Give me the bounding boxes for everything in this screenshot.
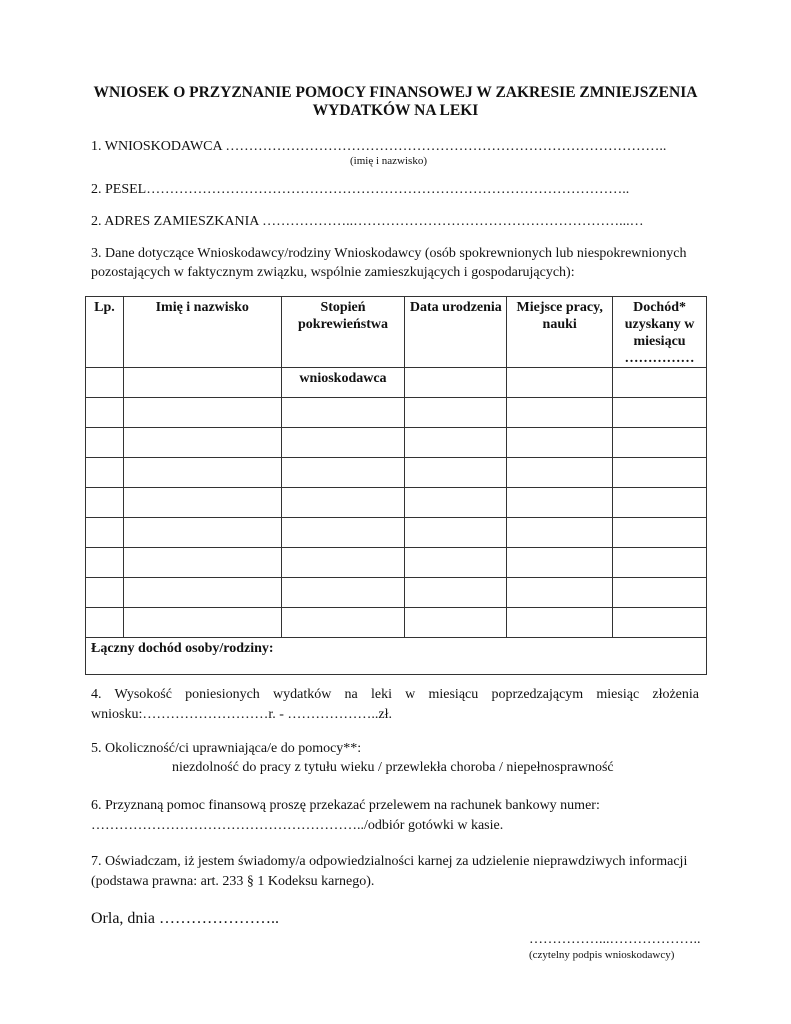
header-relation: Stopień pokrewieństwa (281, 297, 405, 368)
cell-name[interactable] (123, 428, 281, 458)
table-row (86, 548, 707, 578)
table-row (86, 398, 707, 428)
cell-relation[interactable] (281, 428, 405, 458)
cell-name[interactable] (123, 608, 281, 638)
table-row (86, 368, 707, 398)
cell-name[interactable] (123, 578, 281, 608)
cell-income[interactable] (613, 488, 707, 518)
cell-relation[interactable] (281, 578, 405, 608)
table-row (86, 578, 707, 608)
section-4-line-2[interactable]: wniosku:………………………r. - ………………..zł. (91, 707, 392, 722)
cell-lp[interactable] (86, 368, 124, 398)
cell-income[interactable] (613, 518, 707, 548)
total-income-label: Łączny dochód osoby/rodziny: (86, 638, 707, 675)
header-income: Dochód* uzyskany w miesiącu …………… (613, 297, 707, 368)
cell-lp[interactable] (86, 548, 124, 578)
section-3-line-1: 3. Dane dotyczące Wnioskodawcy/rodziny Wnioskodawcy (osób spokrewnionych lub niespokrewnionych (91, 246, 687, 261)
cell-lp[interactable] (86, 428, 124, 458)
cell-lp[interactable] (86, 518, 124, 548)
cell-workplace[interactable] (507, 458, 613, 488)
cell-lp[interactable] (86, 458, 124, 488)
cell-income[interactable] (613, 368, 707, 398)
cell-income[interactable] (613, 608, 707, 638)
section-6-line-2[interactable]: …………………………………………………../odbiór gotówki w kasie. (91, 818, 504, 833)
applicant-hint: (imię i nazwisko) (350, 155, 427, 167)
table-row (86, 518, 707, 548)
cell-relation[interactable] (281, 458, 405, 488)
cell-lp[interactable] (86, 488, 124, 518)
section-3-line-2: pozostających w faktycznym związku, wspólnie zamieszkujących i gospodarujących): (91, 265, 575, 280)
cell-workplace[interactable] (507, 578, 613, 608)
cell-workplace[interactable] (507, 518, 613, 548)
cell-workplace[interactable] (507, 398, 613, 428)
cell-birth-date[interactable] (405, 458, 507, 488)
header-name: Imię i nazwisko (123, 297, 281, 368)
header-birth-date: Data urodzenia (405, 297, 507, 368)
cell-workplace[interactable] (507, 428, 613, 458)
cell-lp[interactable] (86, 608, 124, 638)
cell-birth-date[interactable] (405, 518, 507, 548)
section-4-line-1: 4. Wysokość poniesionych wydatków na leki w miesiącu poprzedzającym miesiąc złożenia (91, 687, 699, 702)
cell-relation[interactable] (281, 548, 405, 578)
cell-workplace[interactable] (507, 548, 613, 578)
cell-name[interactable] (123, 488, 281, 518)
section-5-line-1: 5. Okoliczność/ci uprawniająca/e do pomocy**: (91, 741, 362, 756)
cell-name[interactable] (123, 458, 281, 488)
cell-birth-date[interactable] (405, 428, 507, 458)
cell-relation[interactable] (281, 518, 405, 548)
signature-line[interactable]: ……………...……………….. (529, 932, 701, 947)
cell-income[interactable] (613, 428, 707, 458)
table-total-row (86, 638, 707, 675)
address-field[interactable]: 2. ADRES ZAMIESZKANIA ………………..…………………………………………………...… (91, 214, 644, 229)
header-workplace: Miejsce pracy, nauki (507, 297, 613, 368)
section-6-line-1: 6. Przyznaną pomoc finansową proszę przekazać przelewem na rachunek bankowy numer: (91, 798, 600, 813)
cell-income[interactable] (613, 548, 707, 578)
cell-workplace[interactable] (507, 608, 613, 638)
cell-income[interactable] (613, 578, 707, 608)
cell-birth-date[interactable] (405, 608, 507, 638)
cell-birth-date[interactable] (405, 488, 507, 518)
header-lp: Lp. (86, 297, 124, 368)
place-date-field[interactable]: Orla, dnia ………………….. (91, 910, 279, 927)
cell-relation-applicant: wnioskodawca (281, 368, 405, 398)
cell-birth-date[interactable] (405, 398, 507, 428)
cell-name[interactable] (123, 368, 281, 398)
table-header-row (86, 297, 707, 368)
section-7-line-1: 7. Oświadczam, iż jestem świadomy/a odpowiedzialności karnej za udzielenie nieprawdziwych informacji (91, 854, 688, 869)
table-row (86, 488, 707, 518)
section-7-line-2: (podstawa prawna: art. 233 § 1 Kodeksu karnego). (91, 874, 375, 889)
cell-relation[interactable] (281, 488, 405, 518)
document-title-line-1: WNIOSEK O PRZYZNANIE POMOCY FINANSOWEJ W ZAKRESIE ZMNIEJSZENIA (93, 84, 698, 101)
table-row (86, 428, 707, 458)
applicant-field[interactable]: 1. WNIOSKODAWCA ………………………………………………………………………………….. (91, 139, 667, 154)
section-5-options[interactable]: niezdolność do pracy z tytułu wieku / przewlekła choroba / niepełnosprawność (172, 760, 614, 775)
table-row (86, 608, 707, 638)
cell-lp[interactable] (86, 578, 124, 608)
document-title-line-2: WYDATKÓW NA LEKI (312, 102, 479, 119)
cell-workplace[interactable] (507, 368, 613, 398)
cell-birth-date[interactable] (405, 548, 507, 578)
signature-hint: (czytelny podpis wnioskodawcy) (529, 949, 675, 961)
cell-name[interactable] (123, 518, 281, 548)
table-row (86, 458, 707, 488)
cell-name[interactable] (123, 398, 281, 428)
cell-birth-date[interactable] (405, 368, 507, 398)
cell-relation[interactable] (281, 398, 405, 428)
household-table (85, 296, 707, 675)
cell-income[interactable] (613, 458, 707, 488)
cell-income[interactable] (613, 398, 707, 428)
cell-relation[interactable] (281, 608, 405, 638)
cell-birth-date[interactable] (405, 578, 507, 608)
cell-name[interactable] (123, 548, 281, 578)
pesel-field[interactable]: 2. PESEL………………………………………………………………………………………….. (91, 182, 630, 197)
cell-workplace[interactable] (507, 488, 613, 518)
cell-lp[interactable] (86, 398, 124, 428)
